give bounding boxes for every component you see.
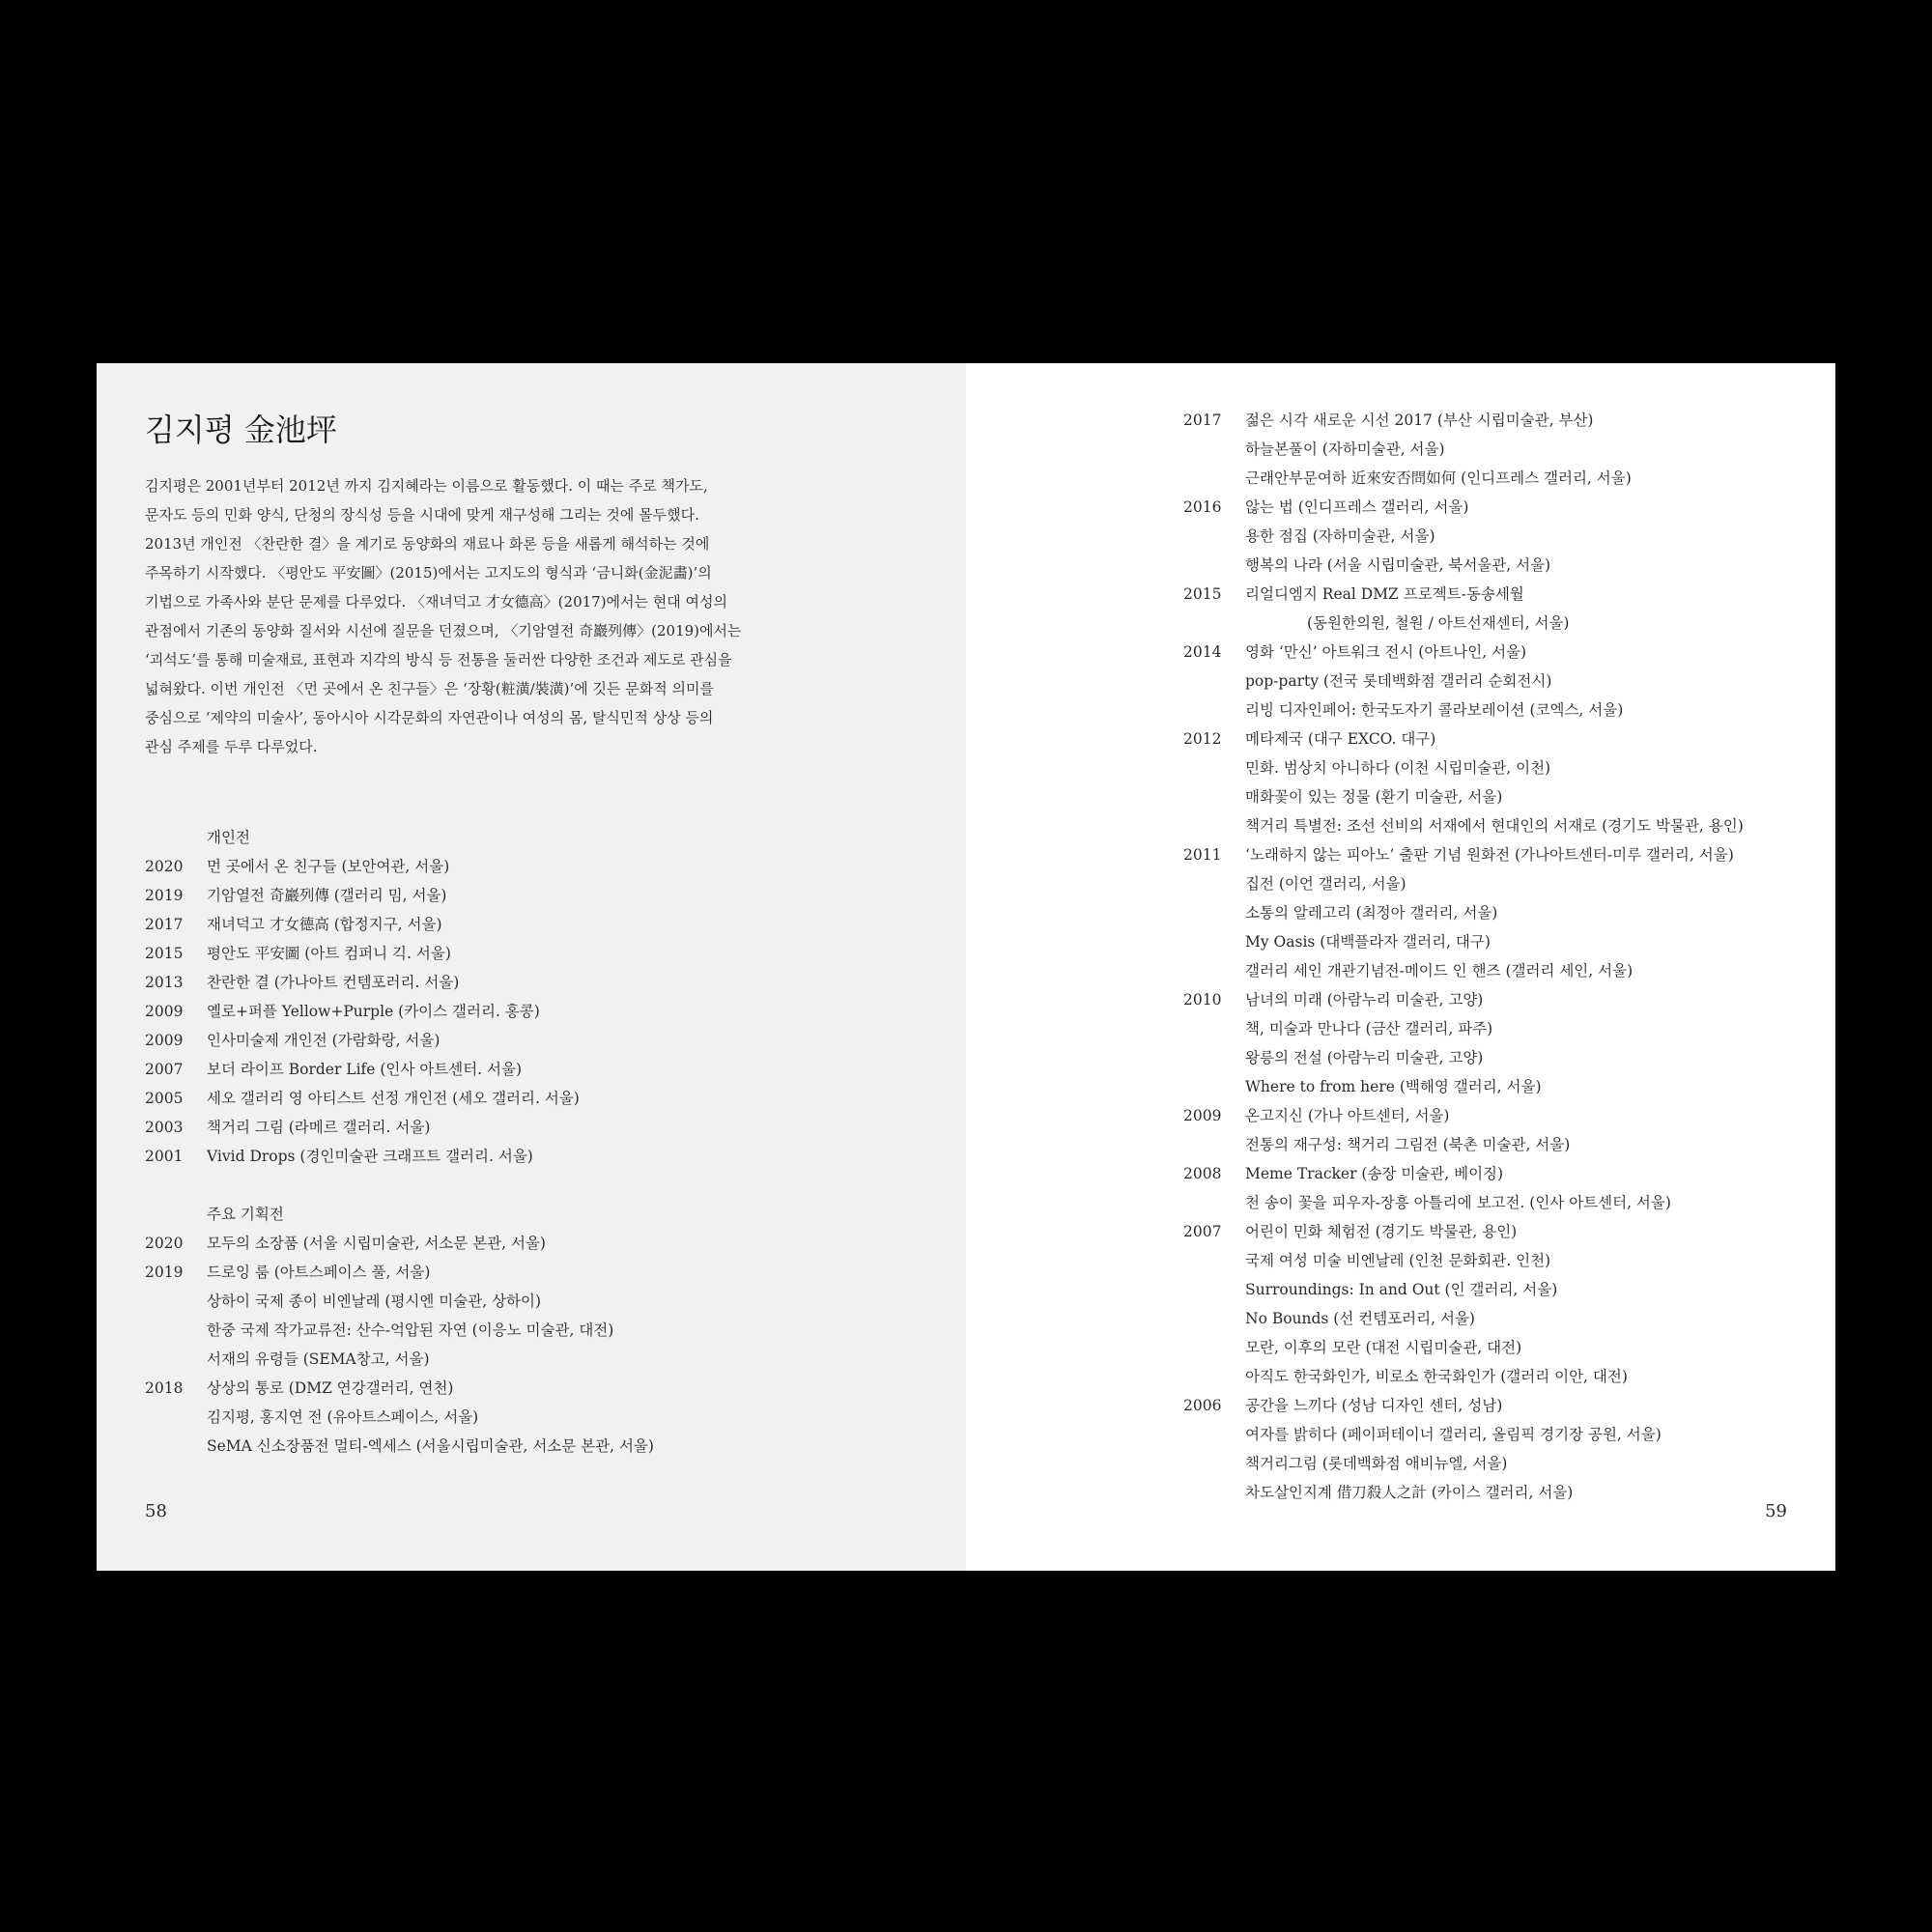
exhibition-row <box>145 1026 580 1055</box>
exhibition-row <box>145 939 580 968</box>
exhibition-title: Vivid Drops (경인미술관 크래프트 갤러리. 서울) <box>207 1148 533 1165</box>
bio-line: 주목하기 시작했다. 〈평안도 平安圖〉(2015)에서는 고지도의 형식과 ‘금니화(金泥畵)’의 <box>145 564 712 582</box>
exhibition-title: 리빙 디자인페어: 한국도자기 콜라보레이션 (코엑스, 서울) <box>1245 701 1624 719</box>
exhibition-year <box>1183 609 1245 638</box>
exhibition-title: (동원한의원, 철원 / 아트선재센터, 서울) <box>1307 614 1570 632</box>
exhibition-title: 국제 여성 미술 비엔날레 (인천 문화회관. 인천) <box>1245 1252 1551 1269</box>
solo-exhibitions-heading: 개인전 <box>207 829 250 846</box>
exhibition-year <box>1183 464 1245 493</box>
exhibition-row <box>1183 435 1744 464</box>
exhibition-year <box>1183 753 1245 782</box>
exhibition-row <box>1183 985 1744 1014</box>
exhibition-row <box>1183 869 1744 898</box>
exhibition-title: No Bounds (선 컨템포러리, 서울) <box>1245 1310 1475 1327</box>
exhibition-title: ‘노래하지 않는 피아노’ 출판 기념 원화전 (가나아트센터-미루 갤러리, 서울) <box>1245 846 1734 864</box>
exhibition-title: 온고지신 (가나 아트센터, 서울) <box>1245 1107 1450 1124</box>
exhibition-title: Where to from here (백해영 갤러리, 서울) <box>1245 1078 1542 1095</box>
exhibition-year: 2013 <box>145 974 184 991</box>
exhibition-year <box>1183 1043 1245 1072</box>
exhibition-title: 재녀덕고 才女德高 (합정지구, 서울) <box>207 916 442 933</box>
exhibition-year <box>1183 551 1245 580</box>
exhibition-row <box>145 1258 654 1287</box>
exhibition-title: 갤러리 세인 개관기념전-메이드 인 핸즈 (갤러리 세인, 서울) <box>1245 962 1634 980</box>
exhibition-year <box>1183 435 1245 464</box>
bio-line: 김지평은 2001년부터 2012년 까지 김지혜라는 이름으로 활동했다. 이 때는 주로 책가도, <box>145 477 708 495</box>
exhibition-row <box>1183 464 1744 493</box>
exhibition-year: 2014 <box>1183 643 1222 661</box>
exhibition-row <box>145 1316 654 1345</box>
exhibition-row <box>145 1403 654 1432</box>
exhibition-row <box>145 1142 580 1171</box>
exhibition-year <box>1183 1420 1245 1449</box>
exhibition-row <box>1183 1275 1744 1304</box>
exhibition-year: 2017 <box>1183 412 1222 429</box>
page-number-right: 59 <box>1765 1501 1787 1521</box>
exhibition-title: 모두의 소장품 (서울 시립미술관, 서소문 본관, 서울) <box>207 1235 546 1252</box>
exhibition-row <box>1183 811 1744 840</box>
exhibition-title: 근래안부문여하 近來安否問如何 (인디프레스 갤러리, 서울) <box>1245 469 1632 487</box>
exhibition-year <box>1183 696 1245 724</box>
exhibition-year: 2007 <box>145 1061 184 1078</box>
bio-line: 2013년 개인전 〈찬란한 결〉을 계기로 동양화의 재료나 화론 등을 새롭게 해석하는 것에 <box>145 535 710 553</box>
exhibition-title: My Oasis (대백플라자 갤러리, 대구) <box>1245 933 1491 951</box>
exhibition-year <box>1183 869 1245 898</box>
exhibition-title: 한중 국제 작가교류전: 산수-억압된 자연 (이응노 미술관, 대전) <box>207 1321 614 1339</box>
exhibition-row <box>1183 1420 1744 1449</box>
exhibition-row <box>1183 1391 1744 1420</box>
exhibition-title: 모란, 이후의 모란 (대전 시립미술관, 대전) <box>1245 1339 1522 1356</box>
exhibition-row <box>145 1229 654 1258</box>
exhibition-title: 젊은 시각 새로운 시선 2017 (부산 시립미술관, 부산) <box>1245 412 1594 429</box>
exhibition-title: 메타제국 (대구 EXCO. 대구) <box>1245 730 1436 748</box>
exhibition-year <box>1183 956 1245 985</box>
exhibition-year: 2011 <box>1183 846 1222 864</box>
exhibition-title: 평안도 平安圖 (아트 컴퍼니 긱. 서울) <box>207 945 451 962</box>
exhibition-row <box>1183 782 1744 811</box>
exhibition-row <box>145 1432 654 1461</box>
exhibition-year <box>1183 667 1245 696</box>
artist-biography <box>145 471 840 761</box>
exhibition-row <box>1183 753 1744 782</box>
exhibition-year: 2015 <box>1183 585 1222 603</box>
exhibition-year <box>1183 811 1245 840</box>
exhibition-title: 책거리 그림 (라메르 갤러리. 서울) <box>207 1119 431 1136</box>
exhibition-year <box>1183 1333 1245 1362</box>
exhibition-year: 2016 <box>1183 498 1222 516</box>
exhibition-title: 않는 법 (인디프레스 갤러리, 서울) <box>1245 498 1469 516</box>
exhibition-year: 2019 <box>145 887 184 904</box>
exhibition-year: 2003 <box>145 1119 184 1136</box>
exhibition-row <box>145 1374 654 1403</box>
exhibition-row <box>1183 696 1744 724</box>
exhibition-title: Meme Tracker (송장 미술관, 베이징) <box>1245 1165 1504 1182</box>
exhibition-year <box>145 1345 207 1374</box>
exhibition-title: 전통의 재구성: 책거리 그림전 (북촌 미술관, 서울) <box>1245 1136 1571 1153</box>
exhibition-row <box>1183 1188 1744 1217</box>
exhibition-year <box>1183 898 1245 927</box>
exhibition-title: 드로잉 룸 (아트스페이스 풀, 서울) <box>207 1264 431 1281</box>
exhibition-year <box>1183 1130 1245 1159</box>
exhibition-row <box>1183 1478 1744 1507</box>
exhibition-row <box>145 1113 580 1142</box>
exhibition-title: 보더 라이프 Border Life (인사 아트센터. 서울) <box>207 1061 523 1078</box>
exhibition-title: 하늘본풀이 (자하미술관, 서울) <box>1245 440 1445 458</box>
exhibition-year <box>1183 1014 1245 1043</box>
exhibition-title: 매화꽃이 있는 정물 (환기 미술관, 서울) <box>1245 788 1503 806</box>
exhibition-year: 2005 <box>145 1090 184 1107</box>
exhibition-title: 김지평, 홍지연 전 (유아트스페이스, 서울) <box>207 1408 479 1426</box>
exhibition-row <box>1183 522 1744 551</box>
exhibition-year: 2009 <box>1183 1107 1222 1124</box>
exhibition-year <box>145 1316 207 1345</box>
exhibition-year <box>1183 1362 1245 1391</box>
exhibition-year: 2012 <box>1183 730 1222 748</box>
exhibition-title: pop-party (전국 롯데백화점 갤러리 순회전시) <box>1245 672 1552 690</box>
exhibition-row <box>1183 406 1744 435</box>
solo-exhibitions-list <box>145 823 580 1171</box>
exhibition-row <box>1183 898 1744 927</box>
exhibition-year: 2009 <box>145 1032 184 1049</box>
exhibition-title: 여자를 밝히다 (페이퍼테이너 갤러리, 올림픽 경기장 공원, 서울) <box>1245 1426 1662 1443</box>
exhibition-row <box>145 997 580 1026</box>
left-page <box>97 363 966 1571</box>
exhibition-year: 2020 <box>145 858 184 875</box>
exhibition-row <box>1183 609 1744 638</box>
exhibition-title: 민화. 범상치 아니하다 (이천 시립미술관, 이천) <box>1245 759 1551 777</box>
exhibition-year: 2006 <box>1183 1397 1222 1414</box>
exhibition-row <box>1183 956 1744 985</box>
exhibition-title: 기암열전 奇巖列傳 (갤러리 밈, 서울) <box>207 887 447 904</box>
group-exhibitions-list <box>145 1200 654 1461</box>
exhibition-title: 인사미술제 개인전 (가람화랑, 서울) <box>207 1032 440 1049</box>
exhibition-year: 2007 <box>1183 1223 1222 1240</box>
bio-line: 기법으로 가족사와 분단 문제를 다루었다. 〈재녀덕고 才女德高〉(2017)에서는 현대 여성의 <box>145 593 728 611</box>
exhibition-row <box>1183 493 1744 522</box>
exhibition-title: 책, 미술과 만나다 (금산 갤러리, 파주) <box>1245 1020 1493 1037</box>
exhibition-year <box>1183 1188 1245 1217</box>
exhibition-title: Surroundings: In and Out (인 갤러리, 서울) <box>1245 1281 1558 1298</box>
exhibition-year <box>1183 1449 1245 1478</box>
group-exhibitions-continued-list <box>1183 406 1744 1507</box>
exhibition-row <box>1183 1072 1744 1101</box>
bio-line: ‘괴석도’를 통해 미술재료, 표현과 지각의 방식 등 전통을 둘러싼 다양한 조건과 제도로 관심을 <box>145 651 732 668</box>
exhibition-year: 2010 <box>1183 991 1222 1009</box>
exhibition-title: 세오 갤러리 영 아티스트 선정 개인전 (세오 갤러리. 서울) <box>207 1090 580 1107</box>
exhibition-title: 집전 (이언 갤러리, 서울) <box>1245 875 1406 893</box>
exhibition-row <box>1183 927 1744 956</box>
exhibition-row <box>1183 1449 1744 1478</box>
exhibition-year: 2008 <box>1183 1165 1222 1182</box>
exhibition-row <box>145 881 580 910</box>
exhibition-row <box>145 1084 580 1113</box>
exhibition-title: 서재의 유령들 (SEMA창고, 서울) <box>207 1350 430 1368</box>
exhibition-title: 상하이 국제 종이 비엔날레 (평시엔 미술관, 상하이) <box>207 1293 542 1310</box>
exhibition-row <box>1183 638 1744 667</box>
exhibition-row <box>145 968 580 997</box>
exhibition-title: 아직도 한국화인가, 비로소 한국화인가 (갤러리 이안, 대전) <box>1245 1368 1628 1385</box>
exhibition-year <box>1183 522 1245 551</box>
exhibition-row <box>145 1287 654 1316</box>
bio-line: 문자도 등의 민화 양식, 단청의 장식성 등을 시대에 맞게 재구성해 그리는 것에 몰두했다. <box>145 506 699 524</box>
exhibition-row <box>1183 551 1744 580</box>
exhibition-year <box>1183 1478 1245 1507</box>
exhibition-row <box>145 852 580 881</box>
bio-line: 관심 주제를 두루 다루었다. <box>145 738 318 755</box>
exhibition-title: 상상의 통로 (DMZ 연강갤러리, 연천) <box>207 1379 454 1397</box>
exhibition-year: 2015 <box>145 945 184 962</box>
exhibition-year <box>1183 1246 1245 1275</box>
exhibition-year <box>145 1403 207 1432</box>
exhibition-title: 찬란한 결 (가나아트 컨템포러리. 서울) <box>207 974 460 991</box>
exhibition-year: 2017 <box>145 916 184 933</box>
exhibition-row <box>145 910 580 939</box>
exhibition-year <box>1183 782 1245 811</box>
book-spread <box>97 363 1835 1571</box>
exhibition-title: SeMA 신소장품전 멀티-엑세스 (서울시립미술관, 서소문 본관, 서울) <box>207 1437 654 1455</box>
bio-line: 중심으로 ‘제약의 미술사’, 동아시아 시각문화의 자연관이나 여성의 몸, 탈식민적 상상 등의 <box>145 709 714 726</box>
bio-line: 넓혀왔다. 이번 개인전 〈먼 곳에서 온 친구들〉은 ‘장황(粧潢/裝潢)’에 깃든 문화적 의미를 <box>145 680 714 697</box>
exhibition-year: 2001 <box>145 1148 184 1165</box>
exhibition-title: 왕릉의 전설 (아람누리 미술관, 고양) <box>1245 1049 1484 1066</box>
exhibition-title: 옐로+퍼플 Yellow+Purple (카이스 갤러리. 홍콩) <box>207 1003 540 1020</box>
exhibition-title: 차도살인지계 借刀殺人之計 (카이스 갤러리, 서울) <box>1245 1484 1574 1501</box>
exhibition-year <box>1183 1304 1245 1333</box>
exhibition-title: 소통의 알레고리 (최정아 갤러리, 서울) <box>1245 904 1498 922</box>
exhibition-row <box>1183 1014 1744 1043</box>
exhibition-row <box>1183 1130 1744 1159</box>
exhibition-year <box>1183 1072 1245 1101</box>
exhibition-title: 영화 ‘만신’ 아트워크 전시 (아트나인, 서울) <box>1245 643 1527 661</box>
exhibition-title: 용한 점집 (자하미술관, 서울) <box>1245 527 1435 545</box>
exhibition-title: 남녀의 미래 (아람누리 미술관, 고양) <box>1245 991 1484 1009</box>
exhibition-year <box>145 1287 207 1316</box>
exhibition-year <box>1183 927 1245 956</box>
exhibition-title: 책거리 특별전: 조선 선비의 서재에서 현대인의 서재로 (경기도 박물관, 용인) <box>1245 817 1744 835</box>
exhibition-row <box>145 1345 654 1374</box>
exhibition-title: 어린이 민화 체험전 (경기도 박물관, 용인) <box>1245 1223 1518 1240</box>
exhibition-year: 2020 <box>145 1235 184 1252</box>
exhibition-year: 2019 <box>145 1264 184 1281</box>
exhibition-year: 2009 <box>145 1003 184 1020</box>
exhibition-row <box>1183 1101 1744 1130</box>
exhibition-row <box>1183 580 1744 609</box>
exhibition-year <box>145 1432 207 1461</box>
exhibition-title: 행복의 나라 (서울 시립미술관, 북서울관, 서울) <box>1245 556 1551 574</box>
exhibition-row <box>1183 1333 1744 1362</box>
right-page <box>966 363 1835 1571</box>
exhibition-row <box>1183 1159 1744 1188</box>
exhibition-row <box>1183 1362 1744 1391</box>
exhibition-row <box>1183 1043 1744 1072</box>
exhibition-title: 천 송이 꽃을 피우자-장흥 아틀리에 보고전. (인사 아트센터, 서울) <box>1245 1194 1671 1211</box>
exhibition-title: 먼 곳에서 온 친구들 (보안여관, 서울) <box>207 858 450 875</box>
exhibition-row <box>1183 724 1744 753</box>
exhibition-row <box>1183 840 1744 869</box>
group-exhibitions-heading: 주요 기획전 <box>207 1206 284 1223</box>
bio-line: 관점에서 기존의 동양화 질서와 시선에 질문을 던졌으며, 〈기암열전 奇巖列傳〉(2019)에서는 <box>145 622 742 639</box>
exhibition-title: 공간을 느끼다 (성남 디자인 센터, 성남) <box>1245 1397 1503 1414</box>
exhibition-row <box>1183 1246 1744 1275</box>
page-number-left: 58 <box>145 1501 167 1521</box>
exhibition-title: 리얼디엠지 Real DMZ 프로젝트-동송세월 <box>1245 585 1524 603</box>
exhibition-title: 책거리그림 (롯데백화점 애비뉴엘, 서울) <box>1245 1455 1508 1472</box>
exhibition-row <box>145 1055 580 1084</box>
artist-title: 김지평 金池坪 <box>145 412 337 448</box>
exhibition-year: 2018 <box>145 1379 184 1397</box>
exhibition-year <box>1183 1275 1245 1304</box>
exhibition-row <box>1183 667 1744 696</box>
exhibition-row <box>1183 1304 1744 1333</box>
exhibition-row <box>1183 1217 1744 1246</box>
